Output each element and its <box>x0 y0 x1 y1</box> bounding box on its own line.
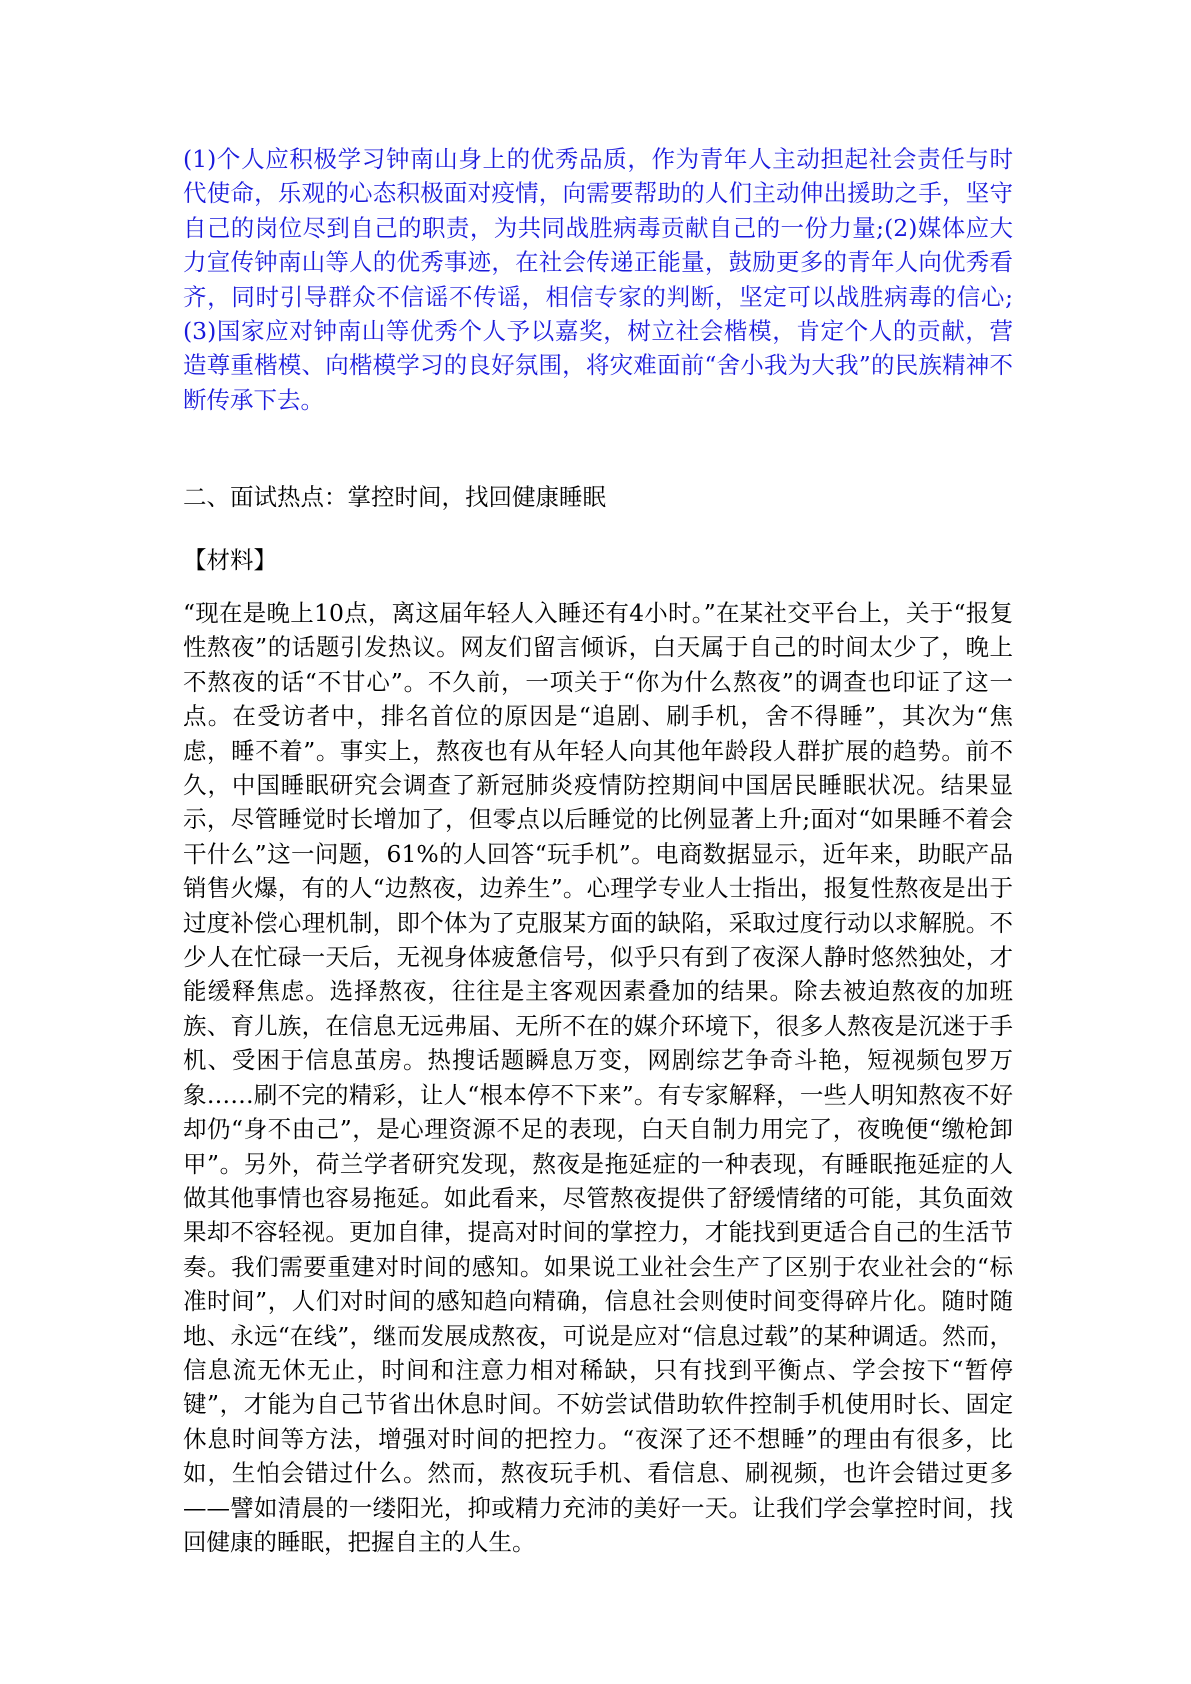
material-paragraph: “现在是晚上10点，离这届年轻人入睡还有4小时。”在某社交平台上，关于“报复性熬夜”的话题引发热议。网友们留言倾诉，白天属于自己的时间太少了，晚上不熬夜的话“不甘心”。不久前，一项关于“你为什么熬夜”的调查也印证了这一点。在受访者中，排名首位的原因是“追剧、刷手机，舍不得睡”，其次为“焦虑，睡不着”。事实上，熬夜也有从年轻人向其他年龄段人群扩展的趋势。前不久，中国睡眠研究会调查了新冠肺炎疫情防控期间中国居民睡眠状况。结果显示，尽管睡觉时长增加了，但零点以后睡觉的比例显著上升;面对“如果睡不着会干什么”这一问题，61%的人回答“玩手机”。电商数据显示，近年来，助眠产品销售火爆，有的人“边熬夜，边养生”。心理学专业人士指出，报复性熬夜是出于过度补偿心理机制，即个体为了克服某方面的缺陷，采取过度行动以求解脱。不少人在忙碌一天后，无视身体疲惫信号，似乎只有到了夜深人静时悠然独处，才能缓释焦虑。选择熬夜，往往是主客观因素叠加的结果。除去被迫熬夜的加班族、育儿族，在信息无远弗届、无所不在的媒介环境下，很多人熬夜是沉迷于手机、受困于信息茧房。热搜话题瞬息万变，网剧综艺争奇斗艳，短视频包罗万象……刷不完的精彩，让人“根本停不下来”。有专家解释，一些人明知熬夜不好却仍“身不由己”，是心理资源不足的表现，白天自制力用完了，夜晚便“缴枪卸甲”。另外，荷兰学者研究发现，熬夜是拖延症的一种表现，有睡眠拖延症的人做其他事情也容易拖延。如此看来，尽管熬夜提供了舒缓情绪的可能，其负面效果却不容轻视。更加自律，提高对时间的掌控力，才能找到更适合自己的生活节奏。我们需要重建对时间的感知。如果说工业社会生产了区别于农业社会的“标准时间”，人们对时间的感知趋向精确，信息社会则使时间变得碎片化。随时随地、永远“在线”，继而发展成熬夜，可说是应对“信息过载”的某种调适。然而，信息流无休无止，时间和注意力相对稀缺，只有找到平衡点、学会按下“暂停键”，才能为自己节省出休息时间。不妨尝试借助软件控制手机使用时长、固定休息时间等方法，增强对时间的把控力。“夜深了还不想睡”的理由有很多，比如，生怕会错过什么。然而，熬夜玩手机、看信息、刷视频，也许会错过更多——譬如清晨的一缕阳光，抑或精力充沛的美好一天。让我们学会掌控时间，找回健康的睡眠，把握自主的人生。 <box>183 599 1013 1556</box>
answer-paragraph: (1)个人应积极学习钟南山身上的优秀品质，作为青年人主动担起社会责任与时代使命，乐观的心态积极面对疫情，向需要帮助的人们主动伸出援助之手，坚守自己的岗位尽到自己的职责，为共同战胜病毒贡献自己的一份力量;(2)媒体应大力宣传钟南山等人的优秀事迹，在社会传递正能量，鼓励更多的青年人向优秀看齐，同时引导群众不信谣不传谣，相信专家的判断，坚定可以战胜病毒的信心;(3)国家应对钟南山等优秀个人予以嘉奖，树立社会楷模，肯定个人的贡献，营造尊重楷模、向楷模学习的良好氛围，将灾难面前“舍小我为大我”的民族精神不断传承下去。 <box>183 145 1013 414</box>
section-heading: 二、面试热点：掌控时间，找回健康睡眠 <box>183 483 606 511</box>
material-label: 【材料】 <box>183 546 277 574</box>
